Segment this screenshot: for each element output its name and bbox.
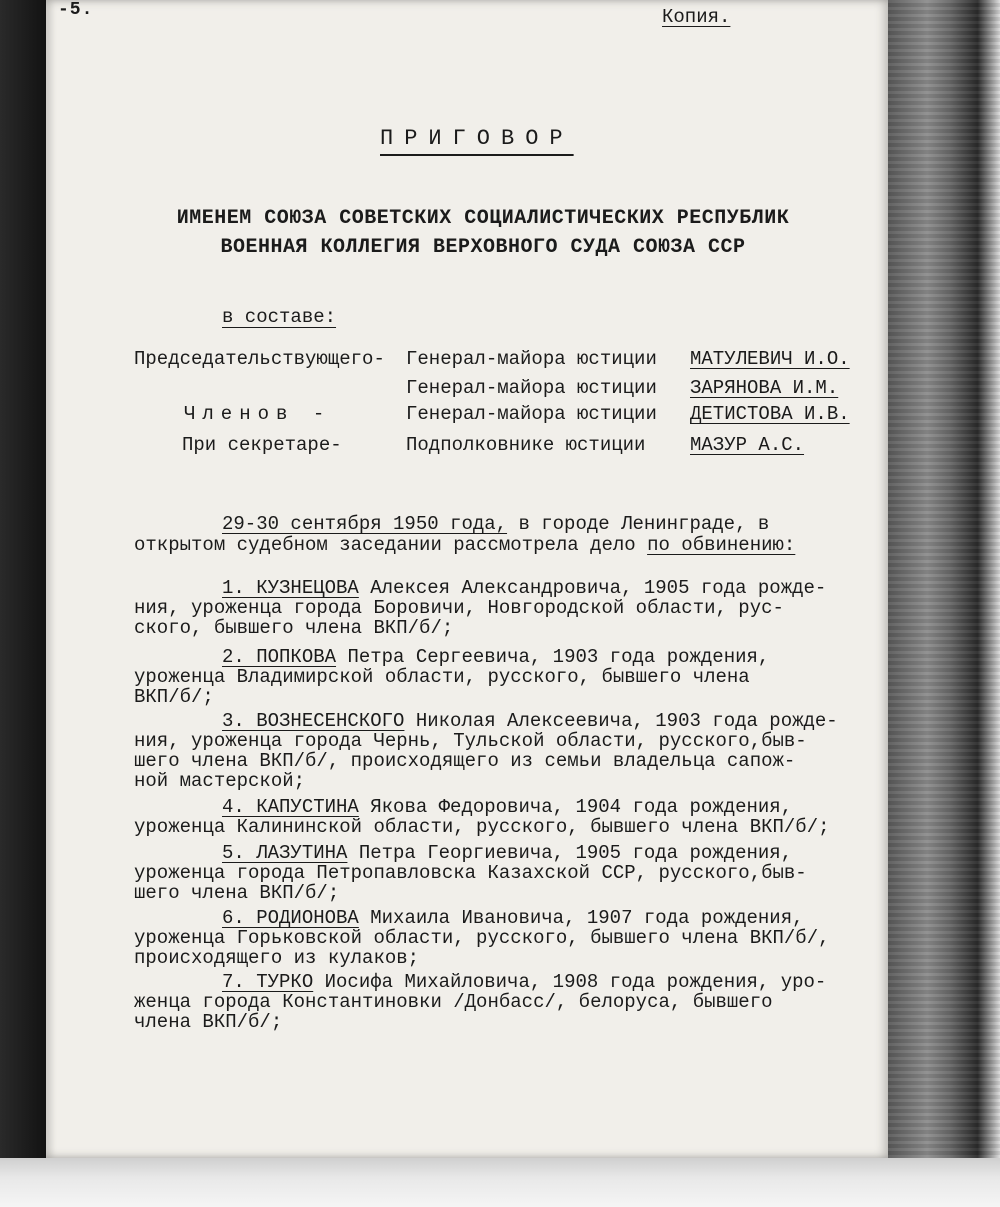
defendant-entry [134,797,894,837]
copy-label: Копия. [662,6,731,28]
role-name: ДЕТИСТОВА И.В. [690,403,850,425]
role-name: МАТУЛЕВИЧ И.О. [690,348,850,370]
role-rank: Генерал-майора юстиции [406,348,657,370]
scan-bottom-border [0,1158,1000,1207]
defendant-text: ния, уроженца города Чернь, Тульской области, русского,быв- [134,730,807,752]
session-paragraph [134,514,894,556]
defendant-name: 1. КУЗНЕЦОВА [222,577,359,599]
defendant-text: Михаила Ивановича, 1907 года рождения, [370,907,804,929]
defendant-entry [134,843,894,903]
defendant-text: уроженца Калининской области, русского, бывшего члена ВКП/б/; [134,816,830,838]
defendant-text: ВКП/б/; [134,686,214,708]
page-mark: -5. [58,0,94,20]
defendant-text: шего члена ВКП/б/; [134,882,340,904]
charge-label: по обвинению: [647,534,796,556]
role-name: ЗАРЯНОВА И.М. [690,377,839,399]
defendant-name: 3. ВОЗНЕСЕНСКОГО [222,710,405,732]
defendant-entry [134,711,894,791]
defendant-text: ния, уроженца города Боровичи, Новгородской области, рус- [134,597,784,619]
defendant-entry [134,972,894,1032]
defendant-text: происходящего из кулаков; [134,947,420,969]
defendant-name: 5. ЛАЗУТИНА [222,842,348,864]
defendant-text: Петра Георгиевича, 1905 года рождения, [358,842,793,864]
defendant-text: уроженца Владимирской области, русского, бывшего члена [134,666,750,688]
defendant-name: 6. РОДИОНОВА [222,907,359,929]
defendant-entry [134,908,894,968]
defendant-text: Алексея Александровича, 1905 года рожде- [370,577,827,599]
role-label: Членов - [184,403,332,425]
session-text: в городе Ленинграде, в [507,513,770,535]
scan-right-border [888,0,1000,1207]
defendant-text: Петра Сергеевича, 1903 года рождения, [347,646,770,668]
defendant-text: ского, бывшего члена ВКП/б/; [134,617,454,639]
defendant-name: 2. ПОПКОВА [222,646,337,668]
defendant-name: 7. ТУРКО [222,971,314,993]
session-date: 29-30 сентября 1950 года, [222,513,508,535]
defendant-entry [134,578,894,638]
role-rank: Генерал-майора юстиции [406,403,657,425]
defendant-text: ной мастерской; [134,770,306,792]
role-label: При секретаре- [182,434,342,456]
header-line-2: ВОЕННАЯ КОЛЛЕГИЯ ВЕРХОВНОГО СУДА СОЮЗА ССР [220,236,746,259]
defendant-text: Иосифа Михайловича, 1908 года рождения, уро- [324,971,827,993]
composition-label: в составе: [222,306,337,328]
role-label: Председательствующего- [134,348,385,370]
defendant-text: уроженца города Петропавловска Казахской ССР, русского,быв- [134,862,807,884]
role-rank: Подполковнике юстиции [406,434,646,456]
session-text: открытом судебном заседании рассмотрела дело [134,534,648,556]
role-rank: Генерал-майора юстиции [406,377,657,399]
defendant-text: Николая Алексеевича, 1903 года рожде- [415,710,838,732]
defendant-entry [134,647,894,707]
defendant-name: 4. КАПУСТИНА [222,796,359,818]
defendant-text: уроженца Горьковской области, русского, бывшего члена ВКП/б/, [134,927,830,949]
role-name: МАЗУР А.С. [690,434,805,456]
document-title: ПРИГОВОР [380,126,574,151]
defendant-text: члена ВКП/б/; [134,1011,283,1033]
defendant-text: шего члена ВКП/б/, происходящего из семьи владельца сапож- [134,750,796,772]
defendant-text: Якова Федоровича, 1904 года рождения, [370,796,793,818]
defendant-text: женца города Константиновки /Донбасс/, белоруса, бывшего [134,991,773,1013]
header-line-1: ИМЕНЕМ СОЮЗА СОВЕТСКИХ СОЦИАЛИСТИЧЕСКИХ РЕСПУБЛИК [176,207,790,230]
